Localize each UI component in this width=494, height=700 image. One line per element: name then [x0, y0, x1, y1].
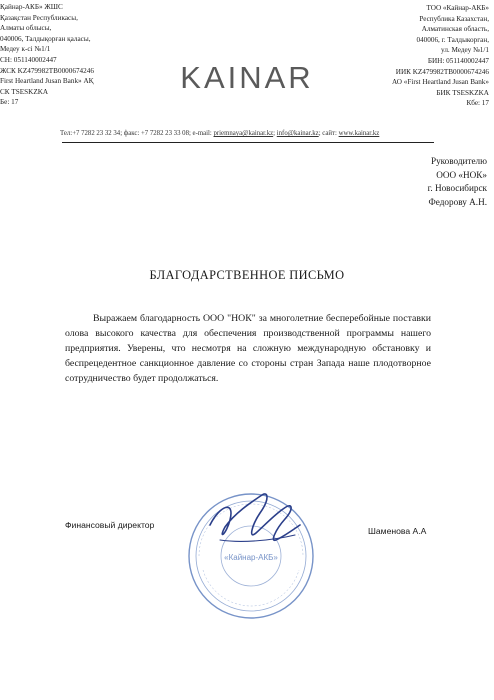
- letterhead-right-line: Кбе: 17: [466, 99, 489, 108]
- letterhead-left-line: Қайнар-АКБ» ЖШС: [0, 3, 63, 11]
- letterhead-right-line: БИН: 051140002447: [427, 56, 489, 65]
- letter-title: БЛАГОДАРСТВЕННОЕ ПИСЬМО: [149, 268, 345, 282]
- signatory-name: Шаменова А.А: [368, 526, 427, 536]
- letterhead-divider: [62, 142, 434, 143]
- addressee-line: Руководителю: [430, 156, 487, 166]
- contacts-separator: ;: [273, 130, 277, 137]
- letterhead-left-line: Бе: 17: [0, 98, 19, 107]
- letterhead-left-line: First Heartland Jusan Bank» АҚ: [0, 77, 94, 86]
- letterhead-right-line: 040006, г. Талдыкорган,: [416, 35, 489, 44]
- addressee-block: [428, 155, 487, 209]
- contacts-site-label: ; сайт:: [318, 130, 339, 137]
- letterhead-left-line: СН: 051140002447: [0, 55, 57, 64]
- letterhead-right-line: ИИК KZ479982TB0000674246: [395, 67, 489, 76]
- website-link[interactable]: www.kainar.kz: [338, 130, 380, 137]
- letterhead-left-line: ЖСК KZ479982TB0000674246: [0, 66, 94, 75]
- stamp-center-text: «Кайнар-АКБ»: [224, 553, 278, 562]
- letterhead-right-line: ул. Медеу №1/1: [441, 46, 489, 55]
- signatory-position: Финансовый директор: [65, 520, 155, 530]
- addressee-line: Федорову А.Н.: [428, 196, 487, 207]
- company-logo: KAINAR: [180, 60, 314, 95]
- addressee-line: г. Новосибирск: [427, 183, 487, 194]
- letterhead-left-line: СК TSESKZKA: [0, 87, 49, 96]
- letterhead-right-line: ТОО «Кайнар-АКБ»: [426, 4, 489, 12]
- letterhead-left-line: Медеу к-сі №1/1: [0, 45, 51, 54]
- handwritten-signature: [190, 485, 310, 565]
- letterhead-left-line: Қазақстан Республикасы,: [0, 13, 78, 22]
- letterhead-right-line: Алматинская область,: [421, 25, 489, 34]
- contacts-phone-text: Тел:+7 7282 23 32 34; факс: +7 7282 23 33 08; e-mail:: [60, 130, 214, 137]
- contacts-line: [60, 130, 379, 137]
- letterhead-left-line: Алматы облысы,: [0, 24, 52, 33]
- addressee-line: ООО «НОК»: [436, 169, 487, 180]
- letterhead-right-line: Республика Казахстан,: [419, 14, 489, 23]
- email-link-priemnaya[interactable]: priemnaya@kainar.kz: [213, 130, 274, 137]
- letterhead-right-line: АО «First Heartland Jusan Bank»: [391, 78, 489, 87]
- letter-body: Выражаем благодарность ООО "НОК" за многолетние бесперебойные поставки олова высокого качества для обеспечения производственной программы нашего предприятия. Уверены, что несмотря на сложную международную обстановку и беспрецедентное санкционное давление со стороны стран Запада наше плодотворное сотрудничество будет продолжаться.: [65, 313, 431, 384]
- email-link-info[interactable]: info@kainar.kz: [276, 130, 319, 137]
- letterhead-right-column: [392, 3, 489, 109]
- letterhead-left-line: 040006, Талдықорған қаласы,: [0, 34, 91, 43]
- letterhead-right-line: БИК TSESKZKA: [436, 88, 489, 97]
